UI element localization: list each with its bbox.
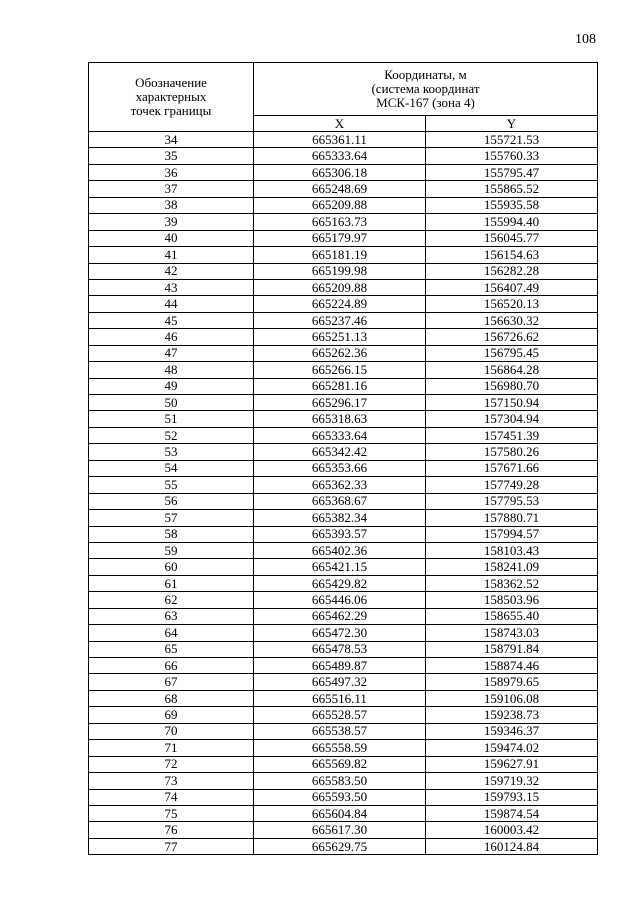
table-row xyxy=(89,723,598,739)
header-coordinates-line: Координаты, м xyxy=(384,67,467,82)
table-row xyxy=(89,378,598,394)
point-number-cell: 47 xyxy=(89,345,254,361)
x-coordinate-cell: 665342.42 xyxy=(254,444,426,460)
y-coordinate-cell: 156980.70 xyxy=(426,378,598,394)
y-coordinate-cell: 155865.52 xyxy=(426,181,598,197)
x-coordinate-cell: 665402.36 xyxy=(254,542,426,558)
y-coordinate-cell: 156726.62 xyxy=(426,329,598,345)
x-coordinate-cell: 665593.50 xyxy=(254,789,426,805)
point-number-cell: 67 xyxy=(89,674,254,690)
y-coordinate-cell: 158503.96 xyxy=(426,592,598,608)
point-number-cell: 62 xyxy=(89,592,254,608)
y-coordinate-cell: 155994.40 xyxy=(426,214,598,230)
point-number-cell: 73 xyxy=(89,773,254,789)
y-coordinate-cell: 156407.49 xyxy=(426,279,598,295)
point-number-cell: 49 xyxy=(89,378,254,394)
table-row xyxy=(89,690,598,706)
x-coordinate-cell: 665362.33 xyxy=(254,477,426,493)
header-points-line: Обозначение xyxy=(135,75,207,90)
point-number-cell: 37 xyxy=(89,181,254,197)
x-coordinate-cell: 665251.13 xyxy=(254,329,426,345)
x-coordinate-cell: 665497.32 xyxy=(254,674,426,690)
y-coordinate-cell: 159474.02 xyxy=(426,740,598,756)
y-coordinate-cell: 157795.53 xyxy=(426,493,598,509)
x-coordinate-cell: 665583.50 xyxy=(254,773,426,789)
x-coordinate-cell: 665489.87 xyxy=(254,658,426,674)
x-coordinate-cell: 665248.69 xyxy=(254,181,426,197)
table-row xyxy=(89,592,598,608)
table-row xyxy=(89,279,598,295)
y-coordinate-cell: 158874.46 xyxy=(426,658,598,674)
table-row xyxy=(89,181,598,197)
y-coordinate-cell: 157451.39 xyxy=(426,427,598,443)
x-coordinate-cell: 665569.82 xyxy=(254,756,426,772)
x-coordinate-cell: 665266.15 xyxy=(254,362,426,378)
y-coordinate-cell: 155760.33 xyxy=(426,148,598,164)
x-coordinate-cell: 665382.34 xyxy=(254,510,426,526)
y-coordinate-cell: 159627.91 xyxy=(426,756,598,772)
y-coordinate-cell: 155721.53 xyxy=(426,132,598,148)
y-coordinate-cell: 158791.84 xyxy=(426,641,598,657)
point-number-cell: 69 xyxy=(89,707,254,723)
point-number-cell: 39 xyxy=(89,214,254,230)
y-coordinate-cell: 160003.42 xyxy=(426,822,598,838)
point-number-cell: 61 xyxy=(89,575,254,591)
x-coordinate-cell: 665446.06 xyxy=(254,592,426,608)
table-row xyxy=(89,658,598,674)
header-coordinates-line: (система координат xyxy=(371,81,480,96)
y-coordinate-cell: 159346.37 xyxy=(426,723,598,739)
table-row xyxy=(89,608,598,624)
x-coordinate-cell: 665296.17 xyxy=(254,395,426,411)
x-coordinate-cell: 665478.53 xyxy=(254,641,426,657)
coordinates-table xyxy=(88,62,598,855)
y-coordinate-cell: 157994.57 xyxy=(426,526,598,542)
header-points xyxy=(89,63,254,132)
point-number-cell: 36 xyxy=(89,164,254,180)
y-coordinate-cell: 157749.28 xyxy=(426,477,598,493)
point-number-cell: 75 xyxy=(89,805,254,821)
point-number-cell: 34 xyxy=(89,132,254,148)
x-coordinate-cell: 665361.11 xyxy=(254,132,426,148)
x-coordinate-cell: 665629.75 xyxy=(254,838,426,854)
x-coordinate-cell: 665179.97 xyxy=(254,230,426,246)
x-coordinate-cell: 665181.19 xyxy=(254,247,426,263)
point-number-cell: 45 xyxy=(89,312,254,328)
point-number-cell: 63 xyxy=(89,608,254,624)
page-number: 108 xyxy=(575,32,596,47)
y-coordinate-cell: 158362.52 xyxy=(426,575,598,591)
y-coordinate-cell: 159238.73 xyxy=(426,707,598,723)
table-row xyxy=(89,740,598,756)
table-row xyxy=(89,477,598,493)
table-row xyxy=(89,822,598,838)
table-row xyxy=(89,559,598,575)
table-row xyxy=(89,395,598,411)
y-coordinate-cell: 156154.63 xyxy=(426,247,598,263)
x-coordinate-cell: 665209.88 xyxy=(254,197,426,213)
point-number-cell: 44 xyxy=(89,296,254,312)
point-number-cell: 70 xyxy=(89,723,254,739)
point-number-cell: 48 xyxy=(89,362,254,378)
x-coordinate-cell: 665472.30 xyxy=(254,625,426,641)
point-number-cell: 54 xyxy=(89,460,254,476)
y-coordinate-cell: 158655.40 xyxy=(426,608,598,624)
table-row xyxy=(89,427,598,443)
table-row xyxy=(89,148,598,164)
y-coordinate-cell: 156045.77 xyxy=(426,230,598,246)
point-number-cell: 66 xyxy=(89,658,254,674)
point-number-cell: 46 xyxy=(89,329,254,345)
x-coordinate-cell: 665538.57 xyxy=(254,723,426,739)
point-number-cell: 71 xyxy=(89,740,254,756)
table-row xyxy=(89,329,598,345)
point-number-cell: 65 xyxy=(89,641,254,657)
x-coordinate-cell: 665163.73 xyxy=(254,214,426,230)
point-number-cell: 60 xyxy=(89,559,254,575)
x-coordinate-cell: 665558.59 xyxy=(254,740,426,756)
y-coordinate-cell: 156630.32 xyxy=(426,312,598,328)
y-coordinate-cell: 156520.13 xyxy=(426,296,598,312)
y-coordinate-cell: 158979.65 xyxy=(426,674,598,690)
table-row xyxy=(89,362,598,378)
y-coordinate-cell: 156795.45 xyxy=(426,345,598,361)
point-number-cell: 76 xyxy=(89,822,254,838)
table-row xyxy=(89,625,598,641)
x-coordinate-cell: 665333.64 xyxy=(254,148,426,164)
point-number-cell: 74 xyxy=(89,789,254,805)
point-number-cell: 55 xyxy=(89,477,254,493)
table-row xyxy=(89,838,598,854)
table-body xyxy=(89,132,598,855)
y-coordinate-cell: 159106.08 xyxy=(426,690,598,706)
point-number-cell: 58 xyxy=(89,526,254,542)
point-number-cell: 72 xyxy=(89,756,254,772)
point-number-cell: 43 xyxy=(89,279,254,295)
table-row xyxy=(89,805,598,821)
x-coordinate-cell: 665429.82 xyxy=(254,575,426,591)
table-row xyxy=(89,674,598,690)
header-points-line: характерных xyxy=(135,89,207,104)
table-row xyxy=(89,526,598,542)
point-number-cell: 56 xyxy=(89,493,254,509)
x-coordinate-cell: 665604.84 xyxy=(254,805,426,821)
y-coordinate-cell: 155935.58 xyxy=(426,197,598,213)
table-row xyxy=(89,756,598,772)
x-coordinate-cell: 665224.89 xyxy=(254,296,426,312)
x-coordinate-cell: 665209.88 xyxy=(254,279,426,295)
table-row xyxy=(89,132,598,148)
table-row xyxy=(89,460,598,476)
y-coordinate-cell: 158241.09 xyxy=(426,559,598,575)
table-row xyxy=(89,773,598,789)
table-row xyxy=(89,296,598,312)
y-coordinate-cell: 159719.32 xyxy=(426,773,598,789)
y-coordinate-cell: 159874.54 xyxy=(426,805,598,821)
x-coordinate-cell: 665333.64 xyxy=(254,427,426,443)
y-coordinate-cell: 159793.15 xyxy=(426,789,598,805)
x-coordinate-cell: 665516.11 xyxy=(254,690,426,706)
x-coordinate-cell: 665281.16 xyxy=(254,378,426,394)
point-number-cell: 57 xyxy=(89,510,254,526)
x-coordinate-cell: 665421.15 xyxy=(254,559,426,575)
x-coordinate-cell: 665393.57 xyxy=(254,526,426,542)
x-coordinate-cell: 665262.36 xyxy=(254,345,426,361)
point-number-cell: 77 xyxy=(89,838,254,854)
table-row xyxy=(89,230,598,246)
y-coordinate-cell: 157150.94 xyxy=(426,395,598,411)
x-coordinate-cell: 665462.29 xyxy=(254,608,426,624)
table-row xyxy=(89,444,598,460)
x-coordinate-cell: 665199.98 xyxy=(254,263,426,279)
point-number-cell: 53 xyxy=(89,444,254,460)
x-coordinate-cell: 665353.66 xyxy=(254,460,426,476)
table-row xyxy=(89,789,598,805)
y-coordinate-cell: 157880.71 xyxy=(426,510,598,526)
point-number-cell: 51 xyxy=(89,411,254,427)
point-number-cell: 64 xyxy=(89,625,254,641)
y-coordinate-cell: 157671.66 xyxy=(426,460,598,476)
table-row xyxy=(89,214,598,230)
point-number-cell: 38 xyxy=(89,197,254,213)
y-coordinate-cell: 157304.94 xyxy=(426,411,598,427)
y-coordinate-cell: 160124.84 xyxy=(426,838,598,854)
x-coordinate-cell: 665368.67 xyxy=(254,493,426,509)
table-row xyxy=(89,707,598,723)
x-coordinate-cell: 665528.57 xyxy=(254,707,426,723)
y-coordinate-cell: 158103.43 xyxy=(426,542,598,558)
x-coordinate-cell: 665237.46 xyxy=(254,312,426,328)
point-number-cell: 59 xyxy=(89,542,254,558)
point-number-cell: 42 xyxy=(89,263,254,279)
header-coordinates xyxy=(254,63,598,116)
y-coordinate-cell: 156282.28 xyxy=(426,263,598,279)
table-row xyxy=(89,493,598,509)
table-row xyxy=(89,345,598,361)
x-coordinate-cell: 665318.63 xyxy=(254,411,426,427)
point-number-cell: 68 xyxy=(89,690,254,706)
x-coordinate-cell: 665617.30 xyxy=(254,822,426,838)
point-number-cell: 52 xyxy=(89,427,254,443)
table-row xyxy=(89,164,598,180)
point-number-cell: 40 xyxy=(89,230,254,246)
y-coordinate-cell: 156864.28 xyxy=(426,362,598,378)
y-coordinate-cell: 155795.47 xyxy=(426,164,598,180)
header-x: X xyxy=(254,116,426,132)
point-number-cell: 41 xyxy=(89,247,254,263)
table-row xyxy=(89,575,598,591)
table-row xyxy=(89,247,598,263)
table-row xyxy=(89,641,598,657)
table-row xyxy=(89,312,598,328)
table-row xyxy=(89,263,598,279)
table-row xyxy=(89,510,598,526)
x-coordinate-cell: 665306.18 xyxy=(254,164,426,180)
point-number-cell: 35 xyxy=(89,148,254,164)
point-number-cell: 50 xyxy=(89,395,254,411)
header-points-line: точек границы xyxy=(130,103,212,118)
table-row xyxy=(89,542,598,558)
y-coordinate-cell: 157580.26 xyxy=(426,444,598,460)
y-coordinate-cell: 158743.03 xyxy=(426,625,598,641)
table-row xyxy=(89,411,598,427)
header-coordinates-line: МСК-167 (зона 4) xyxy=(376,95,475,110)
header-y: Y xyxy=(426,116,598,132)
table-row xyxy=(89,197,598,213)
